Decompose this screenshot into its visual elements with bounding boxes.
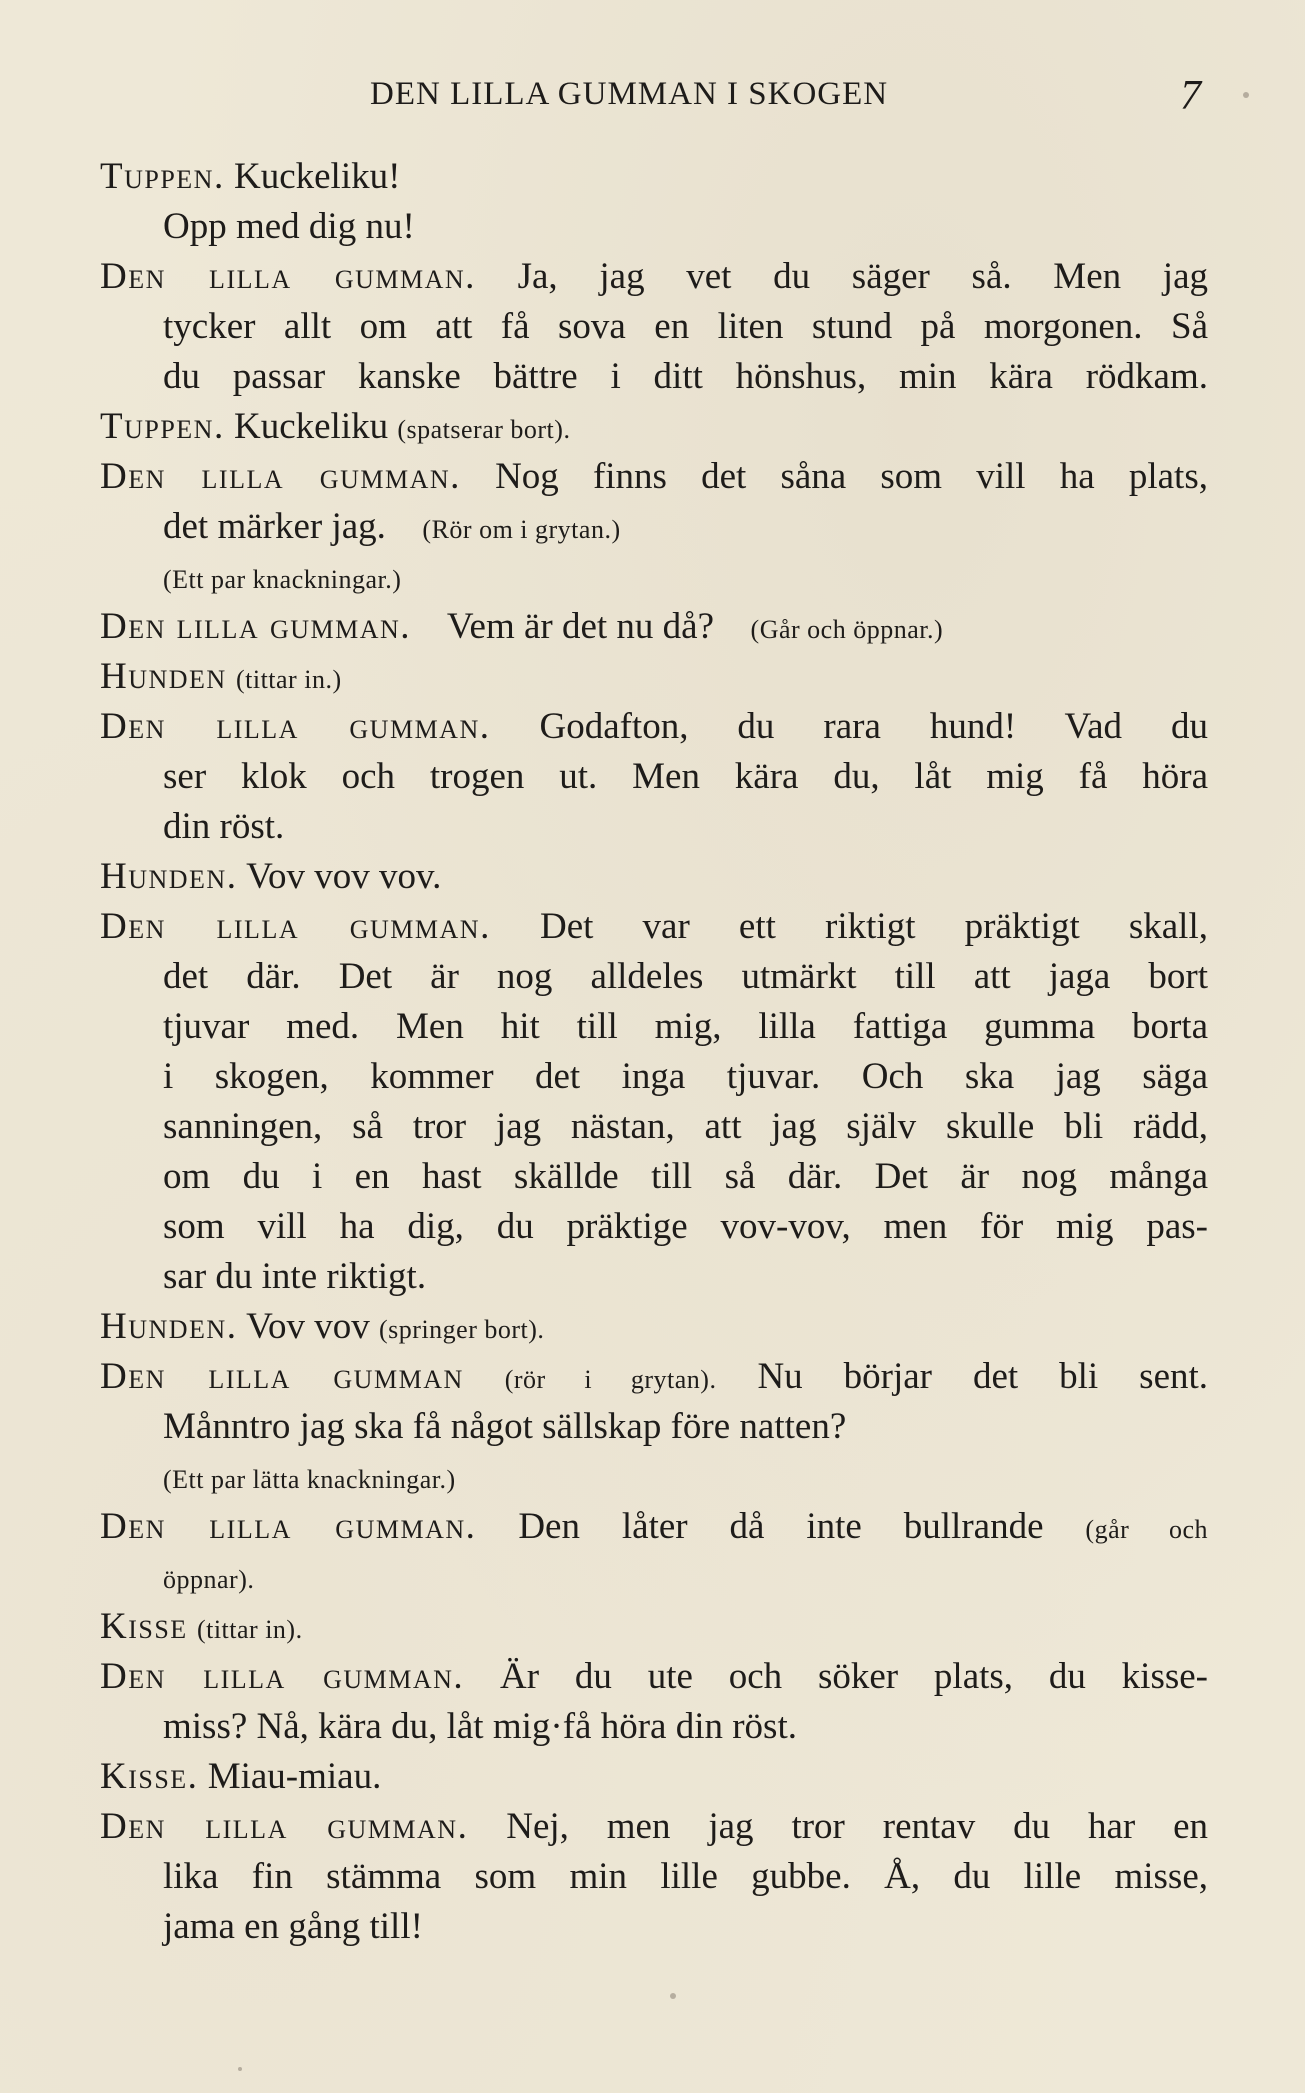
text-line bbox=[100, 1352, 1208, 1402]
speaker-name: Tuppen. bbox=[100, 406, 225, 447]
dialogue-text: Nog finns det såna som vill ha plats, bbox=[495, 456, 1208, 497]
ink-speck bbox=[670, 1993, 676, 1999]
text-line bbox=[100, 1852, 1208, 1902]
text-line bbox=[100, 302, 1208, 352]
speaker-name: Den lilla gumman. bbox=[100, 456, 461, 497]
dialogue-text: Ja, jag vet du säger så. Men jag bbox=[517, 256, 1209, 297]
text-line bbox=[100, 1402, 1208, 1452]
dialogue-text: Miau-miau. bbox=[207, 1756, 382, 1797]
text-line bbox=[100, 1502, 1208, 1552]
dialogue-text: du passar kanske bättre i ditt hönshus, min kära rödkam. bbox=[163, 356, 1208, 397]
speaker-name: Den lilla gumman. bbox=[100, 1806, 469, 1847]
speaker-name: Kisse bbox=[100, 1606, 188, 1647]
dialogue-text: Kuckeliku! bbox=[233, 156, 401, 197]
stage-direction: (Går och öppnar.) bbox=[750, 615, 944, 644]
dialogue-text: Vov vov bbox=[246, 1306, 370, 1347]
dialogue-text: det märker jag. bbox=[163, 506, 386, 547]
text-line bbox=[100, 1902, 1208, 1952]
stage-direction: öppnar). bbox=[163, 1565, 255, 1594]
dialogue-text: Är du ute och söker plats, du kisse- bbox=[500, 1656, 1208, 1697]
dialogue-text: tjuvar med. Men hit till mig, lilla fattiga gumma borta bbox=[163, 1006, 1208, 1047]
dialogue-text: miss? Nå, kära du, låt mig·få höra din röst. bbox=[163, 1706, 797, 1747]
dialogue-text: som vill ha dig, du präktige vov-vov, men för mig pas- bbox=[163, 1206, 1208, 1247]
dialogue-text: det där. Det är nog alldeles utmärkt till att jaga bort bbox=[163, 956, 1208, 997]
dialogue-text: ser klok och trogen ut. Men kära du, låt mig få höra bbox=[163, 756, 1208, 797]
stage-direction: (Rör om i grytan.) bbox=[422, 515, 621, 544]
speaker-name: Den lilla gumman bbox=[100, 1356, 464, 1397]
dialogue-text: Den låter då inte bullrande bbox=[518, 1506, 1044, 1547]
text-line bbox=[100, 1002, 1208, 1052]
stage-direction: (tittar in). bbox=[196, 1615, 303, 1644]
text-line bbox=[100, 952, 1208, 1002]
text-line bbox=[100, 1702, 1208, 1752]
text-line bbox=[100, 402, 1208, 452]
text-line bbox=[100, 1202, 1208, 1252]
stage-direction: (rör i grytan). bbox=[504, 1365, 717, 1394]
text-line bbox=[100, 902, 1208, 952]
dialogue-text: Vem är det nu då? bbox=[446, 606, 715, 647]
text-line bbox=[100, 202, 1208, 252]
text-line bbox=[100, 252, 1208, 302]
text-line bbox=[100, 1252, 1208, 1302]
speaker-name: Den lilla gumman. bbox=[100, 256, 476, 297]
stage-direction: (spatserar bort). bbox=[397, 415, 571, 444]
text-line bbox=[100, 752, 1208, 802]
text-line bbox=[100, 1752, 1208, 1802]
stage-direction: (Ett par lätta knackningar.) bbox=[163, 1465, 456, 1494]
ink-speck bbox=[238, 2067, 242, 2071]
speaker-name: Hunden. bbox=[100, 856, 238, 897]
dialogue-text: Opp med dig nu! bbox=[163, 206, 415, 247]
stage-direction: (tittar in.) bbox=[235, 665, 342, 694]
speaker-name: Hunden. bbox=[100, 1306, 238, 1347]
speaker-name: Den lilla gumman. bbox=[100, 906, 491, 947]
text-line bbox=[100, 552, 1208, 602]
dialogue-text: om du i en hast skällde till så där. Det är nog många bbox=[163, 1156, 1208, 1197]
speaker-name: Den lilla gumman. bbox=[100, 1656, 465, 1697]
text-line bbox=[100, 1602, 1208, 1652]
text-line bbox=[100, 1552, 1208, 1602]
text-line bbox=[100, 502, 1208, 552]
play-text bbox=[100, 152, 1208, 1952]
text-line bbox=[100, 1802, 1208, 1852]
dialogue-text: Kuckeliku bbox=[233, 406, 389, 447]
text-line bbox=[100, 1052, 1208, 1102]
dialogue-text: sanningen, så tror jag nästan, att jag själv skulle bli rädd, bbox=[163, 1106, 1208, 1147]
dialogue-text: Nu börjar det bli sent. bbox=[757, 1356, 1209, 1397]
running-head: DEN LILLA GUMMAN I SKOGEN bbox=[370, 76, 889, 112]
text-line bbox=[100, 1302, 1208, 1352]
text-line bbox=[100, 802, 1208, 852]
text-line bbox=[100, 352, 1208, 402]
stage-direction: (springer bort). bbox=[379, 1315, 545, 1344]
text-line bbox=[100, 1102, 1208, 1152]
page-number: 7 bbox=[1180, 73, 1201, 119]
dialogue-text: sar du inte riktigt. bbox=[163, 1256, 427, 1297]
dialogue-text: Vov vov vov. bbox=[246, 856, 442, 897]
dialogue-text: lika fin stämma som min lille gubbe. Å, du lille misse, bbox=[163, 1856, 1208, 1897]
text-line bbox=[100, 702, 1208, 752]
dialogue-text: jama en gång till! bbox=[163, 1906, 423, 1947]
text-line bbox=[100, 852, 1208, 902]
dialogue-text: Månntro jag ska få något sällskap före natten? bbox=[163, 1406, 847, 1447]
speaker-name: Den lilla gumman. bbox=[100, 706, 491, 747]
stage-direction: (Ett par knackningar.) bbox=[163, 565, 402, 594]
text-line bbox=[100, 1152, 1208, 1202]
text-line bbox=[100, 452, 1208, 502]
dialogue-text: Godafton, du rara hund! Vad du bbox=[539, 706, 1208, 747]
dialogue-text: tycker allt om att få sova en liten stund på morgonen. Så bbox=[163, 306, 1208, 347]
text-line bbox=[100, 602, 1208, 652]
dialogue-text: Nej, men jag tror rentav du har en bbox=[506, 1806, 1208, 1847]
speaker-name: Hunden bbox=[100, 656, 227, 697]
dialogue-text: Det var ett riktigt präktigt skall, bbox=[539, 906, 1208, 947]
speaker-name: Den lilla gumman. bbox=[100, 1506, 477, 1547]
speaker-name: Den lilla gumman. bbox=[100, 606, 412, 647]
ink-speck bbox=[1243, 92, 1249, 98]
dialogue-text: i skogen, kommer det inga tjuvar. Och ska jag säga bbox=[163, 1056, 1208, 1097]
text-line bbox=[100, 152, 1208, 202]
stage-direction: (går och bbox=[1085, 1515, 1208, 1544]
text-line bbox=[100, 1652, 1208, 1702]
speaker-name: Tuppen. bbox=[100, 156, 225, 197]
dialogue-text: din röst. bbox=[163, 806, 285, 847]
text-line bbox=[100, 1452, 1208, 1502]
text-line bbox=[100, 652, 1208, 702]
speaker-name: Kisse. bbox=[100, 1756, 199, 1797]
